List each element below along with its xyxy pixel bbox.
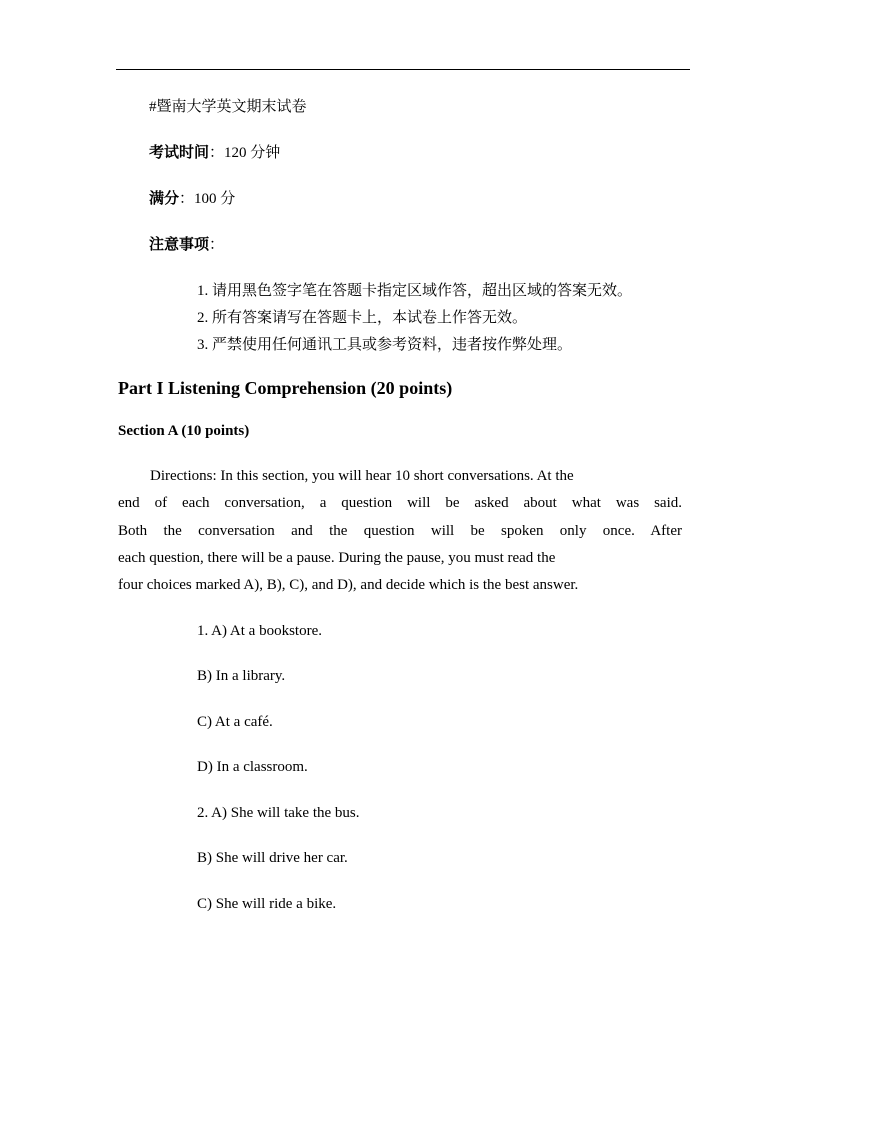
- directions-line: end of each conversation, a question will be asked about what was said.: [118, 495, 682, 511]
- note-item: 3. 严禁使用任何通讯工具或参考资料，违者按作弊处理。: [197, 337, 573, 353]
- notes-heading-label: 注意事项: [149, 237, 210, 253]
- exam-time: [149, 143, 280, 163]
- part-heading: Part I Listening Comprehension (20 points): [118, 378, 453, 398]
- exam-score: [149, 189, 235, 209]
- directions-line: four choices marked A), B), C), and D), and decide which is the best answer.: [118, 577, 579, 593]
- directions-line: Directions: In this section, you will hear 10 short conversations. At the: [150, 468, 574, 484]
- exam-time-value: ：120 分钟: [209, 145, 281, 161]
- question-option: B) She will drive her car.: [197, 850, 348, 866]
- exam-time-label: 考试时间: [149, 145, 210, 161]
- notes-heading-colon: ：: [209, 237, 225, 253]
- note-item: 1. 请用黑色签字笔在答题卡指定区域作答，超出区域的答案无效。: [197, 283, 633, 299]
- notes-heading: [149, 235, 224, 255]
- exam-score-value: ：100 分: [179, 191, 236, 207]
- exam-score-label: 满分: [149, 191, 180, 207]
- directions-line: Both the conversation and the question will be spoken only once. After: [118, 523, 682, 539]
- question-option: 2. A) She will take the bus.: [197, 805, 360, 821]
- note-item: 2. 所有答案请写在答题卡上，本试卷上作答无效。: [197, 310, 528, 326]
- header-rule: [116, 69, 690, 70]
- section-heading: Section A (10 points): [118, 423, 250, 439]
- question-option: D) In a classroom.: [197, 759, 308, 775]
- question-option: B) In a library.: [197, 668, 286, 684]
- exam-title: #暨南大学英文期末试卷: [149, 99, 307, 115]
- question-option: C) At a café.: [197, 714, 273, 730]
- directions-line: each question, there will be a pause. During the pause, you must read the: [118, 550, 556, 566]
- question-option: C) She will ride a bike.: [197, 896, 337, 912]
- question-option: 1. A) At a bookstore.: [197, 623, 322, 639]
